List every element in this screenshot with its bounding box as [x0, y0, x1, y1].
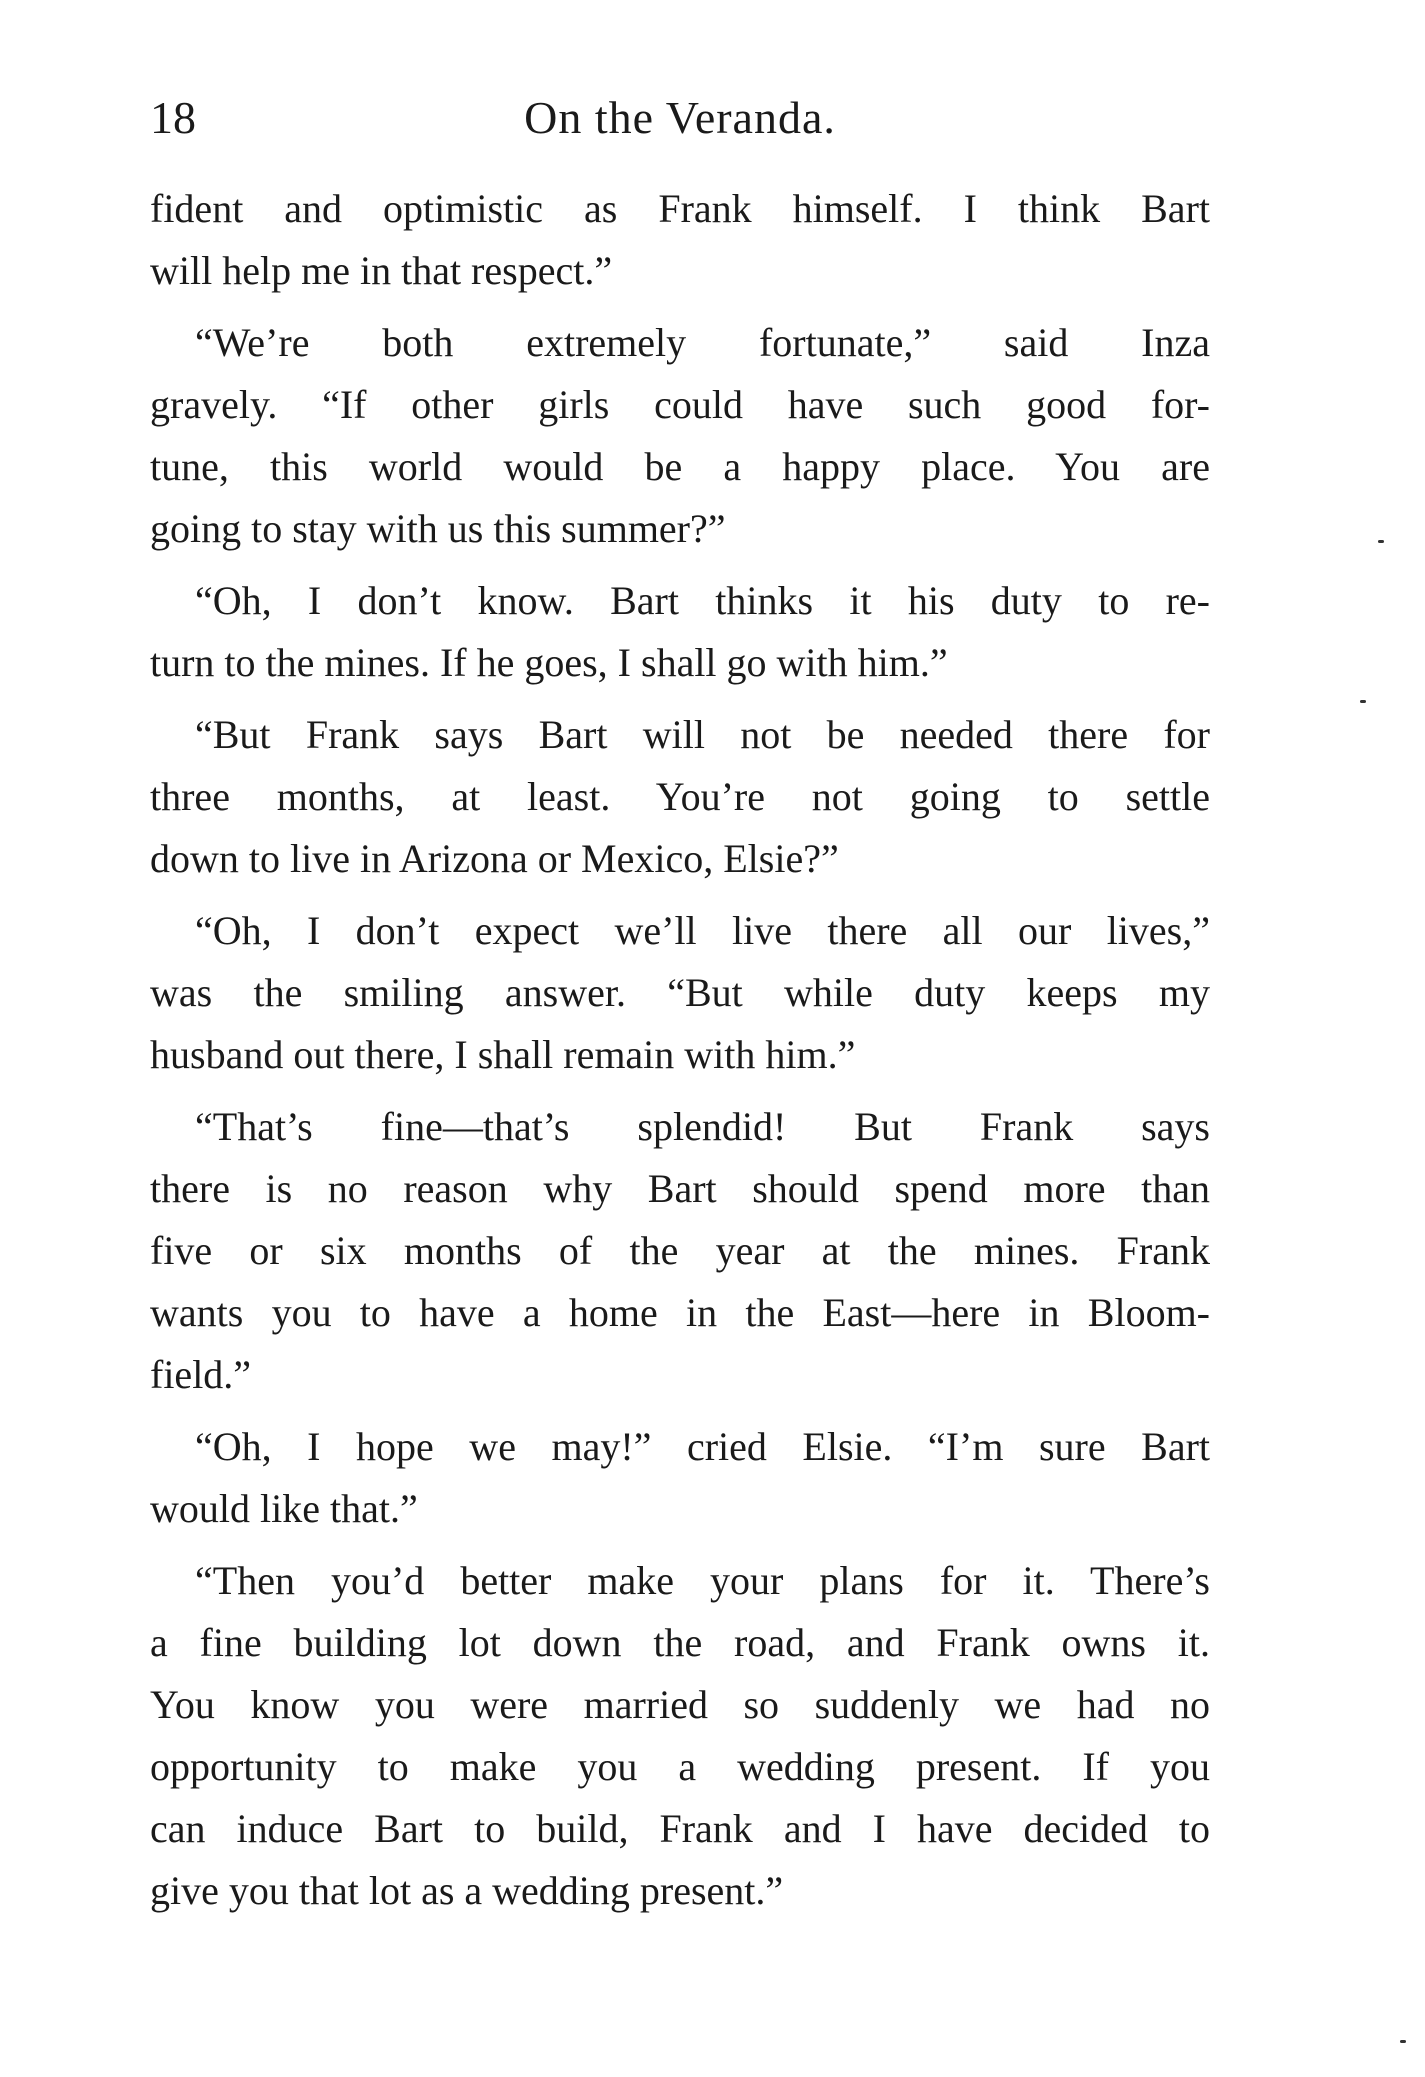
- paragraph: [150, 312, 1210, 560]
- body-text: [150, 178, 1210, 1932]
- text-line: going to stay with us this summer?”: [150, 506, 726, 551]
- paragraph: [150, 1550, 1210, 1922]
- text-line: fident and optimistic as Frank himself. I think Bart: [150, 186, 1210, 231]
- text-line: “That’s fine—that’s splendid! But Frank says: [195, 1104, 1210, 1149]
- text-line: opportunity to make you a wedding present. If you: [150, 1744, 1210, 1789]
- text-line: will help me in that respect.”: [150, 248, 613, 293]
- text-line: can induce Bart to build, Frank and I have decided to: [150, 1806, 1210, 1851]
- scan-speck: [1360, 700, 1366, 703]
- paragraph: [150, 900, 1210, 1086]
- text-line: “Then you’d better make your plans for it. There’s: [195, 1558, 1210, 1603]
- text-line: “But Frank says Bart will not be needed there for: [195, 712, 1210, 757]
- running-title: On the Veranda.: [524, 92, 836, 143]
- text-line: a fine building lot down the road, and Frank owns it.: [150, 1620, 1210, 1665]
- text-line: three months, at least. You’re not going to settle: [150, 774, 1210, 819]
- text-line: there is no reason why Bart should spend more than: [150, 1166, 1210, 1211]
- text-line: field.”: [150, 1352, 252, 1397]
- text-line: “Oh, I don’t expect we’ll live there all our lives,”: [195, 908, 1210, 953]
- paragraph: [150, 178, 1210, 302]
- text-line: husband out there, I shall remain with him.”: [150, 1032, 856, 1077]
- text-line: give you that lot as a wedding present.”: [150, 1868, 784, 1913]
- text-line: gravely. “If other girls could have such good for-: [150, 382, 1210, 427]
- text-line: would like that.”: [150, 1486, 418, 1531]
- text-line: wants you to have a home in the East—here in Bloom-: [150, 1290, 1210, 1335]
- text-line: You know you were married so suddenly we had no: [150, 1682, 1210, 1727]
- text-line: turn to the mines. If he goes, I shall go with him.”: [150, 640, 948, 685]
- text-line: was the smiling answer. “But while duty keeps my: [150, 970, 1210, 1015]
- paragraph: [150, 1096, 1210, 1406]
- page-number: 18: [150, 92, 196, 143]
- scan-speck: [1378, 540, 1384, 543]
- paragraph: [150, 704, 1210, 890]
- paragraph: [150, 1416, 1210, 1540]
- scan-speck: [1400, 2040, 1406, 2043]
- text-line: “We’re both extremely fortunate,” said Inza: [195, 320, 1210, 365]
- paragraph: [150, 570, 1210, 694]
- text-line: “Oh, I hope we may!” cried Elsie. “I’m sure Bart: [195, 1424, 1210, 1469]
- text-line: five or six months of the year at the mines. Frank: [150, 1228, 1210, 1273]
- text-line: tune, this world would be a happy place. You are: [150, 444, 1210, 489]
- text-line: “Oh, I don’t know. Bart thinks it his duty to re-: [195, 578, 1210, 623]
- running-head: [150, 88, 1210, 148]
- text-line: down to live in Arizona or Mexico, Elsie?”: [150, 836, 839, 881]
